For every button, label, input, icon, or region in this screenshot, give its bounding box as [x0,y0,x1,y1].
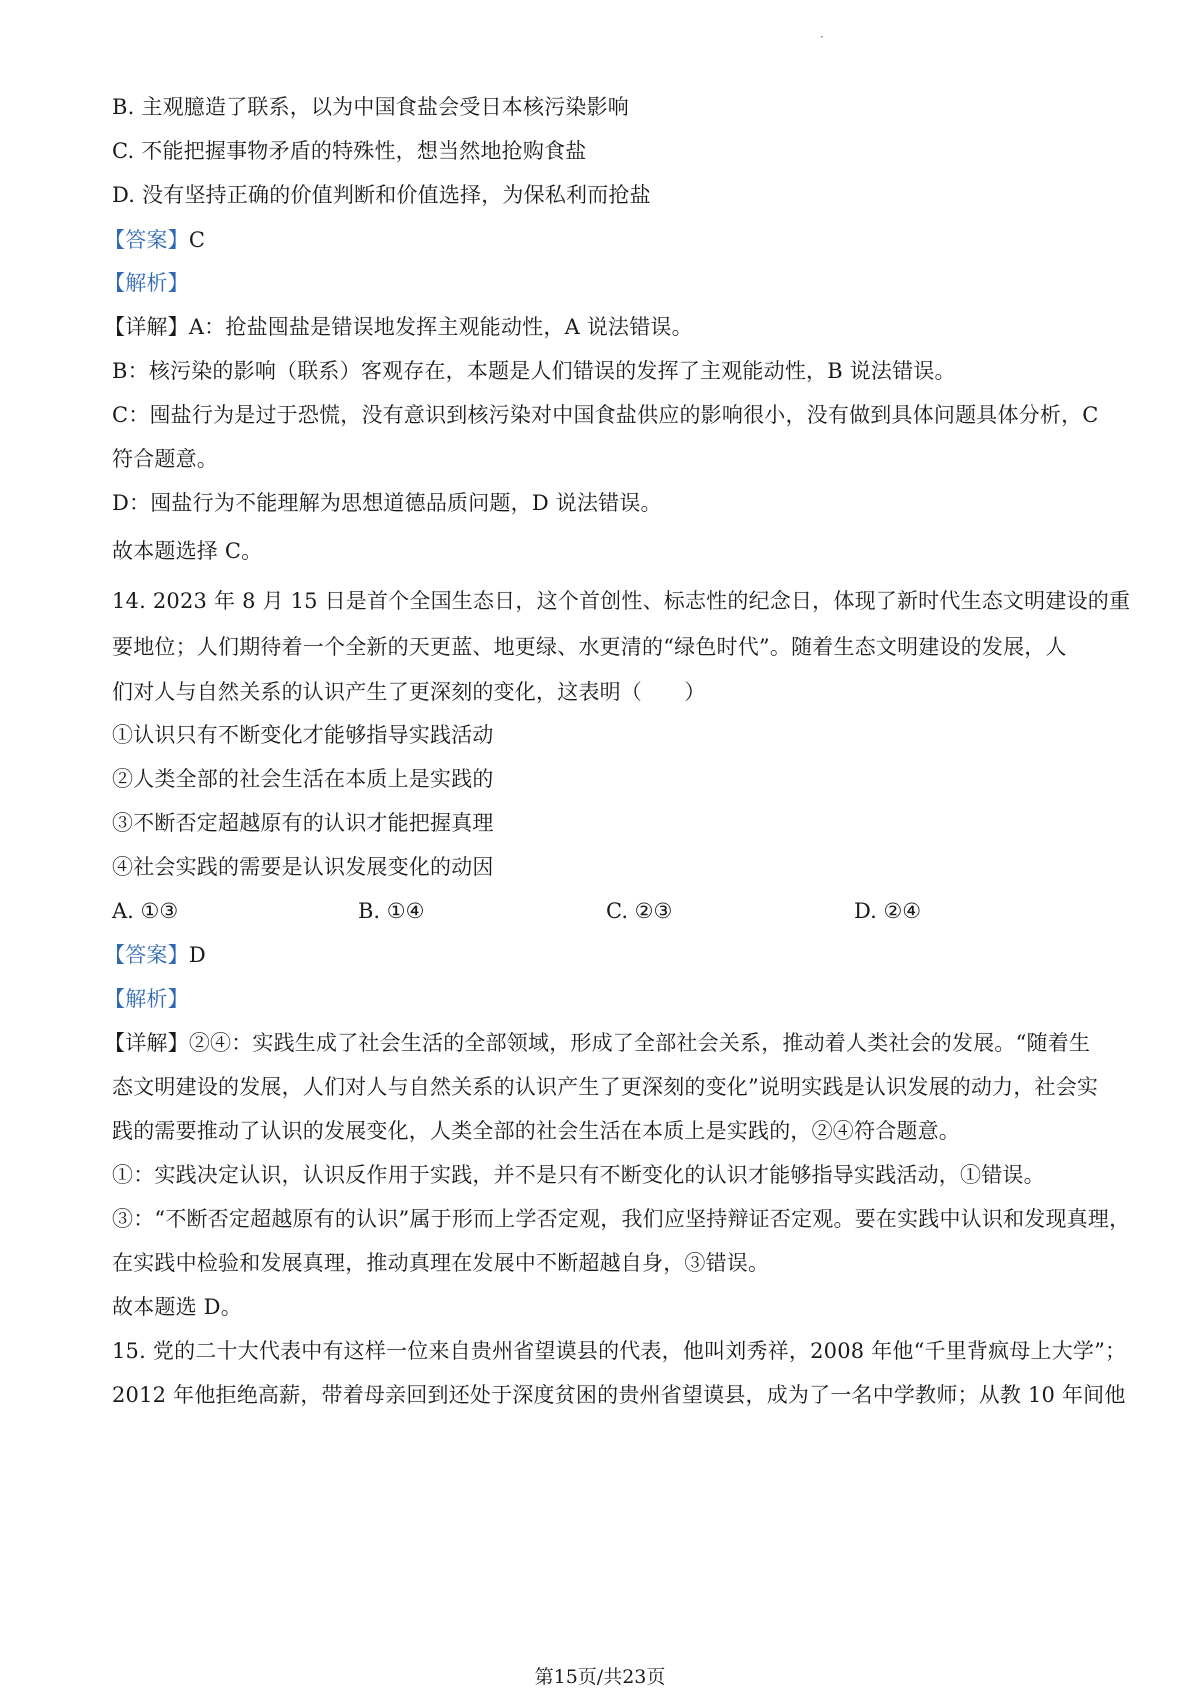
q14-stem-2: 要地位；人们期待着一个全新的天更蓝、地更绿、水更清的“绿色时代”。随着生态文明建设的发展，人 [112,635,1067,659]
q14-detail-2: 态文明建设的发展，人们对人与自然关系的认识产生了更深刻的变化”说明实践是认识发展的动力，社会实 [112,1075,1099,1099]
q14-choice-c: C. ②③ [606,899,673,923]
q14-conclusion: 故本题选 D。 [112,1295,242,1319]
q15-stem-2: 2012 年他拒绝高薪，带着母亲回到还处于深度贫困的贵州省望谟县，成为了一名中学教师；从教 10 年间他 [112,1383,1126,1407]
q14-analysis-heading [104,984,189,1014]
q15-stem-1: 15. 党的二十大代表中有这样一位来自贵州省望谟县的代表，他叫刘秀祥，2008 年他“千里背疯母上大学”； [112,1339,1127,1363]
q13-detail-a: 【详解】A：抢盐囤盐是错误地发挥主观能动性，A 说法错误。 [104,315,693,339]
q14-item-1: ①认识只有不断变化才能够指导实践活动 [112,723,494,747]
q14-answer [104,940,206,970]
q14-stem-1: 14. 2023 年 8 月 15 日是首个全国生态日，这个首创性、标志性的纪念日，体现了新时代生态文明建设的重 [112,589,1131,613]
analysis-tag: 【解析】 [104,987,189,1011]
q13-detail-d: D：囤盐行为不能理解为思想道德品质问题，D 说法错误。 [112,491,662,515]
q13-option-d: D. 没有坚持正确的价值判断和价值选择，为保私利而抢盐 [112,183,651,207]
detail-tag: 【详解】 [104,315,189,339]
q13-detail-b: B：核污染的影响（联系）客观存在，本题是人们错误的发挥了主观能动性，B 说法错误。 [112,359,956,383]
corner-mark: · [820,30,824,44]
q13-conclusion: 故本题选择 C。 [112,539,263,563]
q14-choice-b: B. ①④ [358,899,425,923]
detail-tag: 【详解】 [104,1031,189,1055]
q14-detail-3: 践的需要推动了认识的发展变化，人类全部的社会生活在本质上是实践的，②④符合题意。 [112,1119,960,1143]
page-footer: 第15页/共23页 [534,1666,666,1688]
q13-detail-c-1: C：囤盐行为是过于恐慌，没有意识到核污染对中国食盐供应的影响很小，没有做到具体问题具体分析，C [112,403,1099,427]
q14-detail-4: ①：实践决定认识，认识反作用于实践，并不是只有不断变化的认识才能够指导实践活动，①错误。 [112,1163,1045,1187]
q13-option-c: C. 不能把握事物矛盾的特殊性，想当然地抢购食盐 [112,139,587,163]
q14-item-4: ④社会实践的需要是认识发展变化的动因 [112,855,494,879]
q14-choice-d: D. ②④ [854,899,922,923]
q14-detail-1: 【详解】②④：实践生成了社会生活的全部领域，形成了全部社会关系，推动着人类社会的发展。“随着生 [104,1031,1091,1055]
q13-detail-c-2: 符合题意。 [112,447,218,471]
answer-tag: 【答案】 [104,228,189,252]
q14-choice-a: A. ①③ [112,899,179,923]
q14-item-3: ③不断否定超越原有的认识才能把握真理 [112,811,494,835]
q13-answer [104,225,205,255]
q13-option-b: B. 主观臆造了联系，以为中国食盐会受日本核污染影响 [112,95,629,119]
q14-detail-5: ③：“不断否定超越原有的认识”属于形而上学否定观，我们应坚持辩证否定观。要在实践中认识和发现真理， [112,1207,1131,1231]
q13-analysis-heading [104,268,189,298]
analysis-tag: 【解析】 [104,271,189,295]
answer-value: C [188,228,206,252]
q14-item-2: ②人类全部的社会生活在本质上是实践的 [112,767,494,791]
answer-tag: 【答案】 [104,943,189,967]
q14-detail-6: 在实践中检验和发展真理，推动真理在发展中不断超越自身，③错误。 [112,1251,770,1275]
answer-value: D [188,943,206,967]
q14-stem-3: 们对人与自然关系的认识产生了更深刻的变化，这表明（ ） [112,680,706,704]
